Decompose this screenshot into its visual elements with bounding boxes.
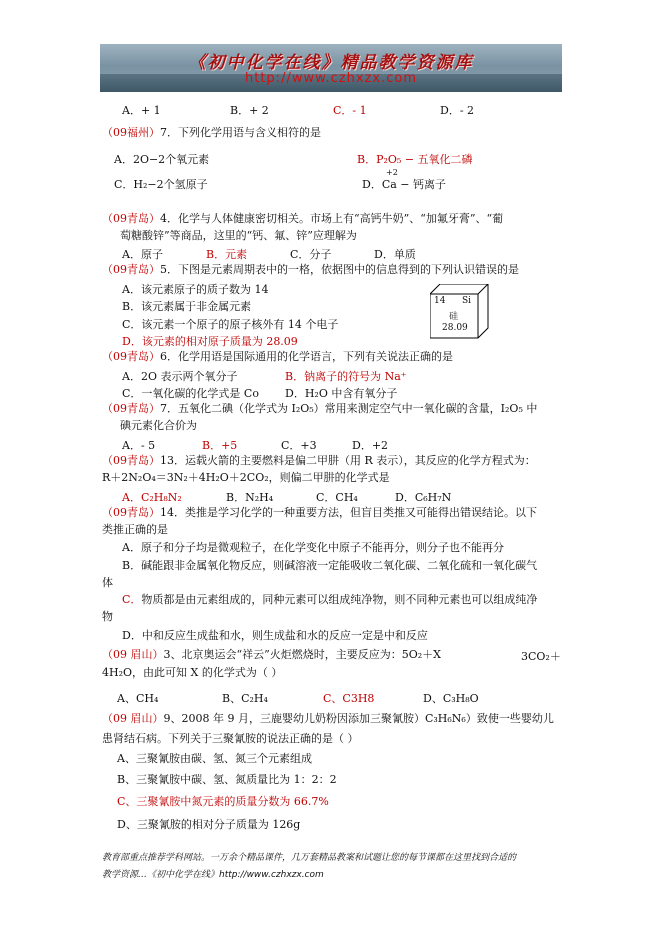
banner-url[interactable]: http://www.czhxzx.com [245,71,417,86]
question-text: 7．五氧化二碘（化学式为 I₂O₅）常用来测定空气中一氧化碳的含量，I₂O₅ 中 [160,402,538,415]
question-text: 13．运载火箭的主要燃料是偏二甲肼（用 R 表示），其反应的化学方程式为： [160,454,536,467]
source-tag: （09福州） [102,126,160,139]
q5-option-d: D．该元素的相对原子质量为 28.09 [122,335,298,348]
cell-symbol: Si [462,296,472,306]
cell-atomic-mass: 28.09 [442,323,468,333]
q7-qingdao-option-b: B．+5 [202,439,238,452]
option-marker: C． [122,593,142,606]
q5-option-b: B．该元素属于非金属元素 [122,300,252,313]
q3-meishan-option-c: C、C3H8 [323,692,375,705]
q7-qingdao-stem-line1 [102,402,537,416]
question-text: 5．下图是元素周期表中的一格，依据图中的信息得到的下列认识错误的是 [160,263,519,276]
source-tag: （09青岛） [102,263,160,276]
source-tag: （09青岛） [102,506,160,519]
q5-option-a: A．该元素原子的质子数为 14 [122,283,269,296]
q7-fuzhou-option-a: A．2O−2个氧元素 [114,153,210,166]
q14-option-b-line1: B．碱能跟非金属氧化物反应，则碱溶液一定能吸收二氧化碳、二氧化硫和一氧化碳气 [122,559,538,572]
q0-option-a: A．+ 1 [122,104,161,117]
q9-meishan-option-a: A、三聚氰胺由碳、氢、氮三个元素组成 [117,752,312,765]
q6-option-a: A．2O 表示两个氧分子 [122,370,238,383]
q6-stem [102,350,453,364]
q5-option-c: C．该元素一个原子的原子核外有 14 个电子 [122,318,339,331]
q6-option-d: D．H₂O 中含有氧分子 [285,387,398,400]
source-tag: （09青岛） [102,350,160,363]
q14-stem-line1 [102,506,537,520]
question-text: 9、2008 年 9 月，三鹿婴幼儿奶粉因添加三聚氰胺）C₃H₆N₆）致使一些婴幼儿 [163,712,554,725]
q14-option-c-line1 [122,593,537,607]
question-text: 7．下列化学用语与含义相符的是 [160,126,321,139]
q4-option-d: D．单质 [374,248,416,261]
q13-stem-line1 [102,454,536,468]
q3-meishan-option-a: A、CH₄ [117,692,159,705]
q7-fuzhou-option-b: B．P₂O₅ − 五氧化二磷 [357,153,473,166]
q6-option-c: C．一氧化碳的化学式是 Co [122,387,259,400]
q3-meishan-stem-line1 [102,648,441,662]
question-text: 6．化学用语是国际通用的化学语言，下列有关说法正确的是 [160,350,453,363]
footer-line2[interactable]: 教学资源…《初中化学在线》http://www.czhxzx.com [102,870,324,880]
q7-qingdao-option-a: A．- 5 [122,439,156,452]
q14-stem-line2: 类推正确的是 [102,523,168,536]
q13-option-b: B．N₂H₄ [226,491,274,504]
q14-option-b-line2: 体 [102,576,113,589]
q9-meishan-option-b: B、三聚氰胺中碳、氢、氮质量比为 1：2：2 [117,773,337,786]
q9-meishan-option-c: C、三聚氰胺中氮元素的质量分数为 66.7% [117,795,329,808]
periodic-table-cell [430,284,492,340]
q3-meishan-stem-line2: 4H₂O，由此可知 X 的化学式为（ ） [102,666,283,679]
q5-stem [102,263,519,277]
header-banner [100,44,562,92]
q7-qingdao-option-c: C．+3 [281,439,317,452]
q13-option-c: C．CH₄ [316,491,358,504]
q3-meishan-option-b: B、C₂H₄ [222,692,268,705]
source-tag: （09 眉山） [102,648,164,661]
source-tag: （09青岛） [102,402,160,415]
q9-meishan-stem-line2: 患肾结石病。下列关于三聚氰胺的说法正确的是（ ） [102,732,359,745]
question-text: 14．类推是学习化学的一种重要方法，但盲目类推又可能得出错误结论。以下 [160,506,537,519]
banner-title: 《初中化学在线》精品教学资源库 [188,53,474,73]
q7-fuzhou-stem [102,126,321,140]
q14-option-c-line2: 物 [102,610,113,623]
source-tag: （09青岛） [102,454,160,467]
q4-option-a: A．原子 [122,248,163,261]
q13-option-d: D．C₆H₇N [395,491,452,504]
source-tag: （09 眉山） [102,712,164,725]
q7-fuzhou-option-d-charge: +2 [386,168,398,177]
q13-option-a: A．C₂H₈N₂ [122,491,182,504]
option-text: 物质都是由元素组成的，同种元素可以组成纯净物，则不同种元素也可以组成纯净 [141,593,538,606]
q7-qingdao-stem-line2: 碘元素化合价为 [120,419,197,432]
q14-option-a: A．原子和分子均是微观粒子，在化学变化中原子不能再分，则分子也不能再分 [122,541,504,554]
q0-option-c: C．- 1 [333,104,367,117]
q13-stem-line2: R＋2N₂O₄＝3N₂＋4H₂O＋2CO₂，则偏二甲肼的化学式是 [102,471,390,484]
footer-line1: 教育部重点推荐学科网站。一万余个精品课件，几万套精品教案和试题让您的每节课都在这里找到合适的 [102,853,517,863]
q14-option-d: D．中和反应生成盐和水，则生成盐和水的反应一定是中和反应 [122,629,428,642]
q4-stem-line2: 萄糖酸锌”等商品，这里的“钙、氟、锌”应理解为 [120,229,357,242]
question-text: 4．化学与人体健康密切相关。市场上有“高钙牛奶”、“加氟牙膏”、“葡 [160,212,504,225]
q0-option-b: B．+ 2 [230,104,269,117]
cell-element-name: 硅 [449,312,459,322]
q7-fuzhou-option-c: C．H₂−2个氢原子 [114,178,208,191]
q9-meishan-option-d: D、三聚氰胺的相对分子质量为 126g [117,818,301,831]
cell-atomic-number: 14 [434,296,446,306]
q6-option-b: B．钠离子的符号为 Na⁺ [285,370,407,383]
question-text: 3、北京奥运会“祥云”火炬燃烧时，主要反应为：5O₂＋X [163,648,442,661]
q7-fuzhou-option-d: D．Ca − 钙离子 [362,178,447,191]
q4-option-b: B．元素 [206,248,248,261]
q9-meishan-stem-line1 [102,712,554,726]
q4-stem-line1 [102,212,503,226]
q3-meishan-stem-right: 3CO₂＋ [521,650,561,663]
page-footer [102,850,516,884]
source-tag: （09青岛） [102,212,160,225]
q3-meishan-option-d: D、C₃H₈O [423,692,479,705]
q4-option-c: C．分子 [290,248,332,261]
q0-option-d: D．- 2 [440,104,475,117]
q7-qingdao-option-d: D．+2 [352,439,389,452]
